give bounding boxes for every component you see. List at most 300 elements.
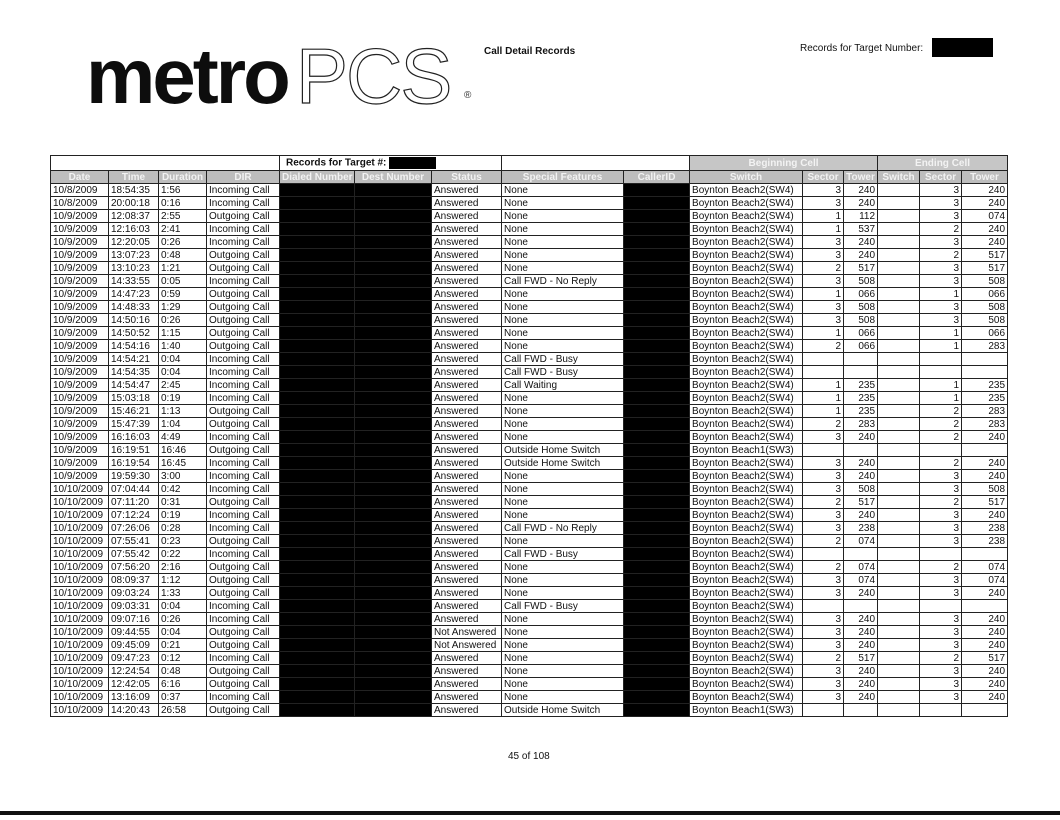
cell-dir: Outgoing Call [207, 626, 280, 639]
cell-duration: 26:58 [159, 704, 207, 717]
cell-end-switch [878, 327, 920, 340]
cell-dest-number [355, 262, 432, 275]
cell-begin-sector [803, 600, 844, 613]
call-records-table-wrap [50, 155, 1007, 716]
cell-end-tower: 283 [962, 405, 1008, 418]
cell-begin-switch: Boynton Beach2(SW4) [690, 379, 803, 392]
cell-end-sector: 3 [920, 184, 962, 197]
cell-duration: 0:59 [159, 288, 207, 301]
cell-date: 10/9/2009 [51, 301, 109, 314]
cell-date: 10/9/2009 [51, 262, 109, 275]
cell-end-tower: 240 [962, 665, 1008, 678]
cell-begin-switch: Boynton Beach2(SW4) [690, 223, 803, 236]
cell-duration: 6:16 [159, 678, 207, 691]
cell-end-sector: 2 [920, 431, 962, 444]
cell-end-sector: 3 [920, 613, 962, 626]
cell-callerid [624, 483, 690, 496]
table-row [51, 418, 1008, 431]
cell-begin-tower: 240 [844, 457, 878, 470]
cell-end-tower: 240 [962, 223, 1008, 236]
title-spacer-left [51, 156, 280, 171]
cell-callerid [624, 249, 690, 262]
cell-end-switch [878, 535, 920, 548]
cell-end-tower: 240 [962, 184, 1008, 197]
cell-duration: 0:16 [159, 197, 207, 210]
cell-duration: 3:00 [159, 470, 207, 483]
cell-begin-tower: 240 [844, 509, 878, 522]
table-row [51, 587, 1008, 600]
cell-begin-switch: Boynton Beach1(SW3) [690, 444, 803, 457]
cell-duration: 0:26 [159, 236, 207, 249]
cell-end-tower: 238 [962, 535, 1008, 548]
cell-dialed-number [280, 418, 355, 431]
cell-begin-sector [803, 366, 844, 379]
cell-end-sector [920, 353, 962, 366]
cell-dest-number [355, 236, 432, 249]
table-row [51, 496, 1008, 509]
cell-dialed-number [280, 548, 355, 561]
table-row [51, 314, 1008, 327]
cell-dest-number [355, 184, 432, 197]
cell-end-tower: 235 [962, 379, 1008, 392]
cell-begin-tower: 517 [844, 262, 878, 275]
cell-callerid [624, 431, 690, 444]
cell-date: 10/9/2009 [51, 327, 109, 340]
col-date: Date [51, 171, 109, 184]
cell-status: Answered [432, 236, 502, 249]
cell-begin-switch: Boynton Beach2(SW4) [690, 691, 803, 704]
col-dest-number: Dest Number [355, 171, 432, 184]
cell-begin-tower: 508 [844, 483, 878, 496]
cell-special-features: Outside Home Switch [502, 704, 624, 717]
cell-date: 10/9/2009 [51, 418, 109, 431]
cell-special-features: Call FWD - No Reply [502, 275, 624, 288]
cell-special-features: Outside Home Switch [502, 444, 624, 457]
cell-dialed-number [280, 223, 355, 236]
cell-status: Not Answered [432, 639, 502, 652]
cell-time: 14:50:16 [109, 314, 159, 327]
cell-callerid [624, 704, 690, 717]
cell-dir: Incoming Call [207, 483, 280, 496]
cell-callerid [624, 691, 690, 704]
cell-end-tower [962, 353, 1008, 366]
cell-dialed-number [280, 353, 355, 366]
cell-status: Answered [432, 509, 502, 522]
cell-end-tower: 508 [962, 314, 1008, 327]
cell-dest-number [355, 210, 432, 223]
cell-dialed-number [280, 509, 355, 522]
cell-callerid [624, 444, 690, 457]
cell-special-features: None [502, 561, 624, 574]
cell-begin-switch: Boynton Beach2(SW4) [690, 405, 803, 418]
cell-special-features: None [502, 210, 624, 223]
cell-end-tower: 517 [962, 496, 1008, 509]
cell-begin-tower [844, 704, 878, 717]
table-row [51, 522, 1008, 535]
cell-date: 10/9/2009 [51, 353, 109, 366]
cell-dir: Outgoing Call [207, 587, 280, 600]
cell-date: 10/10/2009 [51, 678, 109, 691]
table-row [51, 210, 1008, 223]
cell-special-features: None [502, 197, 624, 210]
cell-end-switch [878, 574, 920, 587]
cell-begin-switch: Boynton Beach2(SW4) [690, 639, 803, 652]
cell-end-switch [878, 418, 920, 431]
cell-status: Answered [432, 314, 502, 327]
cell-begin-sector: 1 [803, 405, 844, 418]
cell-dest-number [355, 704, 432, 717]
cell-dir: Outgoing Call [207, 496, 280, 509]
cell-begin-switch: Boynton Beach2(SW4) [690, 548, 803, 561]
cell-special-features: None [502, 509, 624, 522]
cell-begin-tower: 066 [844, 288, 878, 301]
cell-status: Answered [432, 327, 502, 340]
cell-dest-number [355, 197, 432, 210]
cell-callerid [624, 392, 690, 405]
cell-begin-tower: 240 [844, 639, 878, 652]
cell-status: Answered [432, 392, 502, 405]
cell-special-features: None [502, 470, 624, 483]
table-row [51, 223, 1008, 236]
cell-duration: 0:19 [159, 509, 207, 522]
cell-end-switch [878, 314, 920, 327]
cell-dir: Outgoing Call [207, 444, 280, 457]
cell-dialed-number [280, 587, 355, 600]
cell-end-tower: 240 [962, 613, 1008, 626]
cell-status: Not Answered [432, 626, 502, 639]
cell-callerid [624, 210, 690, 223]
cell-end-switch [878, 522, 920, 535]
cell-end-sector: 3 [920, 483, 962, 496]
cell-dialed-number [280, 288, 355, 301]
cell-dest-number [355, 275, 432, 288]
cell-end-sector: 3 [920, 665, 962, 678]
cell-begin-sector: 3 [803, 301, 844, 314]
cell-status: Answered [432, 405, 502, 418]
cell-end-tower: 508 [962, 275, 1008, 288]
cell-end-tower: 240 [962, 236, 1008, 249]
cell-begin-switch: Boynton Beach2(SW4) [690, 483, 803, 496]
cell-begin-tower: 074 [844, 535, 878, 548]
cell-end-sector: 2 [920, 405, 962, 418]
cell-begin-sector: 3 [803, 249, 844, 262]
cell-callerid [624, 509, 690, 522]
cell-status: Answered [432, 275, 502, 288]
cell-time: 09:45:09 [109, 639, 159, 652]
cell-end-switch [878, 548, 920, 561]
table-row [51, 340, 1008, 353]
cell-begin-tower: 508 [844, 301, 878, 314]
cell-end-sector: 2 [920, 457, 962, 470]
cell-special-features: None [502, 405, 624, 418]
cell-begin-switch: Boynton Beach2(SW4) [690, 366, 803, 379]
cell-dialed-number [280, 639, 355, 652]
cell-callerid [624, 314, 690, 327]
cell-begin-switch: Boynton Beach2(SW4) [690, 184, 803, 197]
cell-status: Answered [432, 522, 502, 535]
cell-callerid [624, 665, 690, 678]
cell-time: 14:33:55 [109, 275, 159, 288]
cell-begin-tower: 240 [844, 665, 878, 678]
cell-callerid [624, 340, 690, 353]
col-begin-tower: Tower [844, 171, 878, 184]
cell-duration: 0:21 [159, 639, 207, 652]
cell-callerid [624, 561, 690, 574]
cell-begin-switch: Boynton Beach2(SW4) [690, 587, 803, 600]
table-row [51, 548, 1008, 561]
cell-duration: 0:04 [159, 353, 207, 366]
cell-end-tower: 240 [962, 678, 1008, 691]
cell-begin-sector: 2 [803, 262, 844, 275]
cell-special-features: None [502, 418, 624, 431]
cell-callerid [624, 379, 690, 392]
cell-end-switch [878, 665, 920, 678]
cell-begin-sector: 3 [803, 613, 844, 626]
cell-end-tower: 283 [962, 340, 1008, 353]
logo-text-pcs: PCS [296, 32, 451, 120]
cell-time: 09:03:31 [109, 600, 159, 613]
cell-dest-number [355, 314, 432, 327]
cell-duration: 1:40 [159, 340, 207, 353]
cell-dir: Outgoing Call [207, 301, 280, 314]
cell-dest-number [355, 405, 432, 418]
cell-time: 14:20:43 [109, 704, 159, 717]
cell-time: 14:54:47 [109, 379, 159, 392]
cell-begin-switch: Boynton Beach2(SW4) [690, 431, 803, 444]
cell-dest-number [355, 509, 432, 522]
cell-dialed-number [280, 691, 355, 704]
cell-time: 07:04:44 [109, 483, 159, 496]
col-status: Status [432, 171, 502, 184]
cell-special-features: None [502, 613, 624, 626]
cell-callerid [624, 496, 690, 509]
cell-date: 10/10/2009 [51, 535, 109, 548]
cell-date: 10/10/2009 [51, 665, 109, 678]
cell-end-tower [962, 366, 1008, 379]
table-row [51, 457, 1008, 470]
cell-duration: 0:05 [159, 275, 207, 288]
cell-begin-switch: Boynton Beach2(SW4) [690, 522, 803, 535]
cell-dialed-number [280, 561, 355, 574]
cell-status: Answered [432, 262, 502, 275]
cell-dest-number [355, 301, 432, 314]
cell-duration: 0:26 [159, 314, 207, 327]
cell-special-features: None [502, 223, 624, 236]
cell-dest-number [355, 340, 432, 353]
cell-begin-tower: 508 [844, 314, 878, 327]
cell-dest-number [355, 639, 432, 652]
cell-begin-switch: Boynton Beach2(SW4) [690, 288, 803, 301]
cell-end-tower: 517 [962, 652, 1008, 665]
cell-time: 12:16:03 [109, 223, 159, 236]
table-row [51, 665, 1008, 678]
cell-begin-sector: 3 [803, 431, 844, 444]
cell-callerid [624, 652, 690, 665]
cell-end-tower [962, 600, 1008, 613]
cell-duration: 0:37 [159, 691, 207, 704]
cell-status: Answered [432, 249, 502, 262]
cell-status: Answered [432, 665, 502, 678]
cell-end-switch [878, 392, 920, 405]
cell-date: 10/8/2009 [51, 197, 109, 210]
cell-special-features: Call FWD - Busy [502, 548, 624, 561]
cell-status: Answered [432, 210, 502, 223]
cell-begin-switch: Boynton Beach2(SW4) [690, 626, 803, 639]
cell-duration: 1:21 [159, 262, 207, 275]
cell-time: 14:54:35 [109, 366, 159, 379]
cell-dest-number [355, 379, 432, 392]
cell-status: Answered [432, 548, 502, 561]
cell-dir: Outgoing Call [207, 210, 280, 223]
cell-dest-number [355, 392, 432, 405]
cell-date: 10/10/2009 [51, 704, 109, 717]
cell-date: 10/10/2009 [51, 639, 109, 652]
cell-dest-number [355, 288, 432, 301]
cell-time: 15:47:39 [109, 418, 159, 431]
cell-dialed-number [280, 483, 355, 496]
cell-end-tower: 283 [962, 418, 1008, 431]
cell-end-sector: 2 [920, 223, 962, 236]
cell-begin-tower [844, 600, 878, 613]
cell-date: 10/9/2009 [51, 340, 109, 353]
cell-end-sector: 3 [920, 535, 962, 548]
cell-begin-sector [803, 704, 844, 717]
cell-end-tower: 074 [962, 574, 1008, 587]
cell-begin-sector: 3 [803, 665, 844, 678]
bottom-border [0, 811, 1060, 815]
cell-end-sector: 3 [920, 587, 962, 600]
cell-time: 16:19:54 [109, 457, 159, 470]
cell-time: 12:24:54 [109, 665, 159, 678]
cell-time: 13:10:23 [109, 262, 159, 275]
cell-duration: 1:12 [159, 574, 207, 587]
cell-dest-number [355, 587, 432, 600]
cell-time: 14:54:21 [109, 353, 159, 366]
cell-date: 10/10/2009 [51, 509, 109, 522]
cell-end-sector [920, 600, 962, 613]
cell-duration: 1:56 [159, 184, 207, 197]
cell-dir: Outgoing Call [207, 574, 280, 587]
cell-begin-sector: 3 [803, 691, 844, 704]
table-row [51, 197, 1008, 210]
cell-special-features: None [502, 691, 624, 704]
cell-dir: Incoming Call [207, 353, 280, 366]
cell-begin-switch: Boynton Beach2(SW4) [690, 340, 803, 353]
cell-begin-switch: Boynton Beach2(SW4) [690, 249, 803, 262]
cell-end-switch [878, 509, 920, 522]
cell-dest-number [355, 561, 432, 574]
cell-end-switch [878, 457, 920, 470]
cell-special-features: None [502, 249, 624, 262]
cell-duration: 0:48 [159, 665, 207, 678]
cell-end-switch [878, 366, 920, 379]
cell-dest-number [355, 431, 432, 444]
cell-begin-sector: 3 [803, 483, 844, 496]
cell-duration: 1:15 [159, 327, 207, 340]
table-row [51, 535, 1008, 548]
cell-begin-tower: 235 [844, 405, 878, 418]
cell-end-tower: 240 [962, 587, 1008, 600]
cell-callerid [624, 353, 690, 366]
cell-status: Answered [432, 366, 502, 379]
cell-begin-sector: 3 [803, 574, 844, 587]
cell-end-switch [878, 496, 920, 509]
cell-end-switch [878, 587, 920, 600]
cell-dialed-number [280, 522, 355, 535]
cell-end-switch [878, 626, 920, 639]
cell-end-sector: 3 [920, 275, 962, 288]
col-time: Time [109, 171, 159, 184]
records-body [51, 184, 1008, 717]
cell-dialed-number [280, 314, 355, 327]
cell-dir: Incoming Call [207, 600, 280, 613]
cell-special-features: None [502, 431, 624, 444]
table-row [51, 379, 1008, 392]
cell-end-sector: 2 [920, 249, 962, 262]
cell-end-sector [920, 366, 962, 379]
col-duration: Duration [159, 171, 207, 184]
cell-begin-switch: Boynton Beach2(SW4) [690, 613, 803, 626]
cell-begin-tower: 240 [844, 678, 878, 691]
table-row [51, 431, 1008, 444]
redacted-target-number [932, 38, 993, 57]
cell-begin-switch: Boynton Beach2(SW4) [690, 535, 803, 548]
table-row [51, 483, 1008, 496]
cell-dest-number [355, 652, 432, 665]
cell-time: 09:47:23 [109, 652, 159, 665]
cell-end-sector: 2 [920, 496, 962, 509]
cell-duration: 0:04 [159, 626, 207, 639]
cell-end-tower [962, 548, 1008, 561]
cell-dir: Incoming Call [207, 691, 280, 704]
registered-mark: ® [464, 90, 472, 101]
cell-end-sector: 2 [920, 418, 962, 431]
cell-dir: Incoming Call [207, 470, 280, 483]
table-row [51, 639, 1008, 652]
cell-begin-switch: Boynton Beach2(SW4) [690, 392, 803, 405]
cell-dialed-number [280, 184, 355, 197]
table-row [51, 405, 1008, 418]
cell-dest-number [355, 613, 432, 626]
cell-end-switch [878, 379, 920, 392]
cell-special-features: Call FWD - Busy [502, 353, 624, 366]
cell-begin-switch: Boynton Beach2(SW4) [690, 574, 803, 587]
cell-date: 10/9/2009 [51, 379, 109, 392]
cell-callerid [624, 574, 690, 587]
cell-dialed-number [280, 600, 355, 613]
cell-status: Answered [432, 418, 502, 431]
cell-status: Answered [432, 704, 502, 717]
cell-date: 10/10/2009 [51, 574, 109, 587]
table-row [51, 509, 1008, 522]
cell-end-tower: 508 [962, 301, 1008, 314]
cell-date: 10/9/2009 [51, 444, 109, 457]
cell-dest-number [355, 600, 432, 613]
cell-end-sector [920, 444, 962, 457]
cell-dialed-number [280, 236, 355, 249]
cell-begin-tower: 235 [844, 379, 878, 392]
cell-duration: 0:22 [159, 548, 207, 561]
table-row [51, 626, 1008, 639]
cell-special-features: Call FWD - No Reply [502, 522, 624, 535]
cell-begin-tower [844, 444, 878, 457]
cell-end-sector: 3 [920, 470, 962, 483]
cell-end-tower: 238 [962, 522, 1008, 535]
cell-begin-switch: Boynton Beach2(SW4) [690, 561, 803, 574]
cell-special-features: None [502, 262, 624, 275]
cell-dir: Outgoing Call [207, 639, 280, 652]
cell-end-sector: 1 [920, 327, 962, 340]
